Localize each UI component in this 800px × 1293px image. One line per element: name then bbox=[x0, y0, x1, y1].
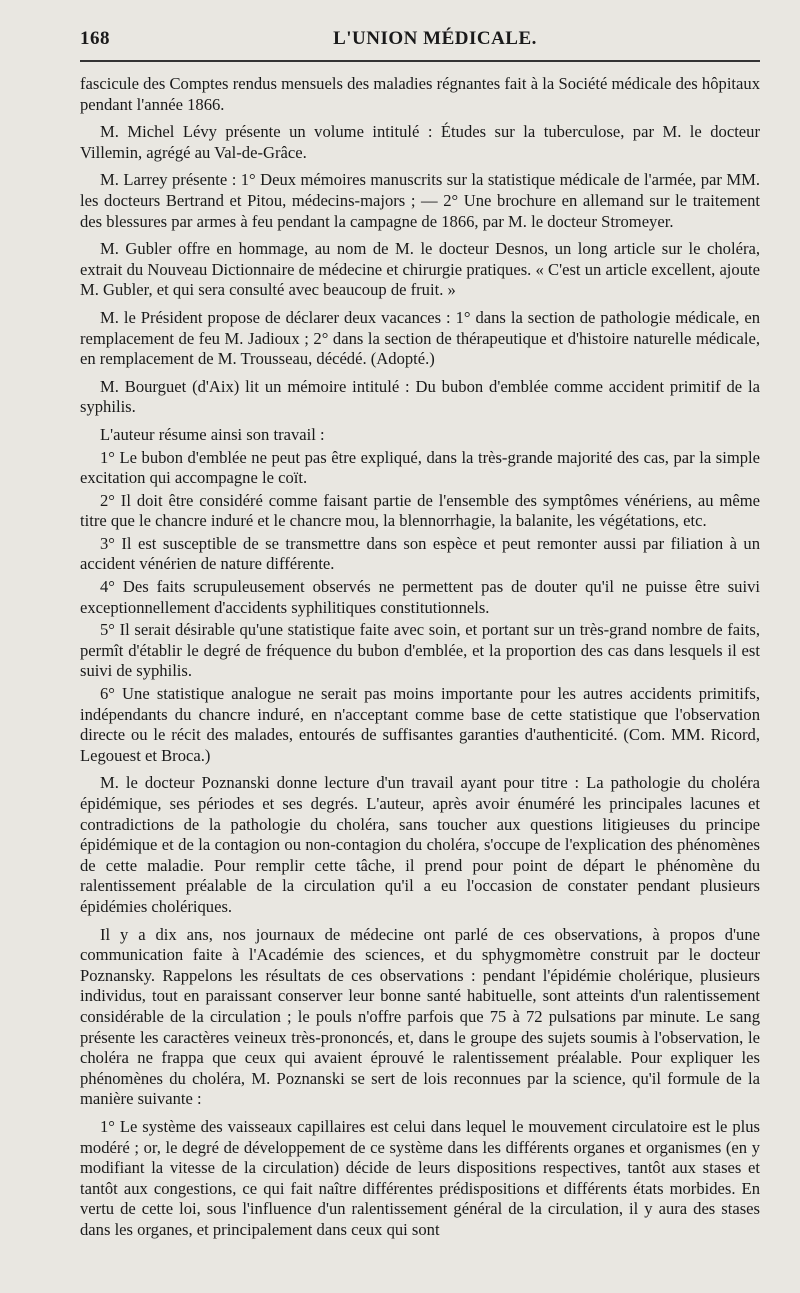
paragraph: M. Gubler offre en hommage, au nom de M. le docteur Desnos, un long article sur le choléra, extrait du Nouveau Dictionnaire de médecine et chirurgie pratiques. « C'est un article excellent, ajoute M. Gubler, et qui sera consulté avec beaucoup de fruit. » bbox=[80, 239, 760, 300]
paragraph: L'auteur résume ainsi son travail : bbox=[100, 424, 325, 444]
page-header bbox=[80, 28, 760, 54]
list-item: 2° Il doit être considéré comme faisant partie de l'ensemble des symptômes vénériens, au même titre que le chancre induré et le chancre mou, la blennorrhagie, la balanite, les végétations, etc. bbox=[80, 490, 760, 531]
list-item: 1° Le bubon d'emblée ne peut pas être expliqué, dans la très-grande majorité des cas, par la simple excitation qui accompagne le coït. bbox=[80, 447, 760, 488]
article-body bbox=[80, 74, 760, 1240]
paragraph: fascicule des Comptes rendus mensuels des maladies régnantes fait à la Société médicale des hôpitaux pendant l'année 1866. bbox=[80, 74, 760, 114]
list-item: 5° Il serait désirable qu'une statistique faite avec soin, et portant sur un très-grand nombre de faits, permît d'établir le degré de fréquence du bubon d'emblée, et la proportion des cas dans lesquels il est suivi de syphilis. bbox=[80, 620, 760, 681]
paragraph: M. Bourguet (d'Aix) lit un mémoire intitulé : Du bubon d'emblée comme accident primitif de la syphilis. bbox=[80, 376, 760, 417]
list-item: 6° Une statistique analogue ne serait pas moins importante pour les autres accidents primitifs, indépendants du chancre induré, en n'acceptant comme base de cette statistique que l'observation directe ou le récit des malades, entourés de suffisantes garanties d'authenticité. (Com. MM. Ricord, Legouest et Broca.) bbox=[80, 684, 760, 765]
paragraph: M. le docteur Poznanski donne lecture d'un travail ayant pour titre : La pathologie du choléra épidémique, ses périodes et ses degrés. L'auteur, après avoir énuméré les principales lacunes et contradictions de la pathologie du choléra, sans toucher aux questions litigieuses du principe épidémique et de la contagion ou non-contagion du choléra, s'occupe de l'explication des phénomènes de cette maladie. Pour remplir cette tâche, il prend pour point de départ le phénomène du ralentissement préalable de la circulation qu'il a eu l'occasion de constater pendant plusieurs épidémies cholériques. bbox=[80, 773, 760, 916]
list-item: 3° Il est susceptible de se transmettre dans son espèce et peut remonter aussi par filiation à un accident vénérien de nature différente. bbox=[80, 533, 760, 574]
running-title: L'UNION MÉDICALE. bbox=[333, 28, 537, 49]
paragraph: M. Larrey présente : 1° Deux mémoires manuscrits sur la statistique médicale de l'armée, par MM. les docteurs Bertrand et Pitou, médecins-majors ; — 2° Une brochure en allemand sur le traitement des blessures par armes à feu pendant la campagne de 1866, par M. le docteur Stromeyer. bbox=[80, 170, 760, 231]
list-item: 1° Le système des vaisseaux capillaires est celui dans lequel le mouvement circulatoire est le plus modéré ; or, le degré de développement de ce système dans les différents organes et organismes (en y modifiant la vitesse de la circulation) décide de leurs dispositions respectives, tantôt aux stases et tantôt aux congestions, ce qui fait naître différentes prédispositions et différents états morbides. En vertu de cette loi, sous l'influence d'un ralentissement général de la circulation, il y aura des stases dans les organes, et principalement dans ceux qui sont bbox=[80, 1116, 760, 1239]
paragraph: M. Michel Lévy présente un volume intitulé : Études sur la tuberculose, par M. le docteur Villemin, agrégé au Val-de-Grâce. bbox=[80, 122, 760, 162]
header-rule bbox=[80, 60, 760, 62]
list-item: 4° Des faits scrupuleusement observés ne permettent pas de douter qu'il ne puisse être suivi exceptionnellement d'accidents syphilitiques constitutionnels. bbox=[80, 577, 760, 617]
paragraph: Il y a dix ans, nos journaux de médecine ont parlé de ces observations, à propos d'une communication faite à l'Académie des sciences, et du sphygmomètre construit par le docteur Poznansky. Rappelons les résultats de ces observations : pendant l'épidémie cholérique, plusieurs individus, tout en paraissant conserver leur bonne santé habituelle, sont atteints d'un ralentissement considérable de la circulation ; le pouls n'offre parfois que 75 à 72 pulsations par minute. Le sang présente les caractères veineux très-prononcés, et, dans le groupe des sujets soumis à l'observation, le choléra ne frappa que ceux qui avaient éprouvé le ralentissement préalable. Pour expliquer les phénomènes du choléra, M. Poznanski se sert de lois reconnues par la science, qu'il formule de la manière suivante : bbox=[80, 924, 760, 1109]
page-number: 168 bbox=[80, 28, 110, 49]
paragraph: M. le Président propose de déclarer deux vacances : 1° dans la section de pathologie médicale, en remplacement de feu M. Jadioux ; 2° dans la section de thérapeutique et d'histoire naturelle médicale, en remplacement de M. Trousseau, décédé. (Adopté.) bbox=[80, 307, 760, 369]
